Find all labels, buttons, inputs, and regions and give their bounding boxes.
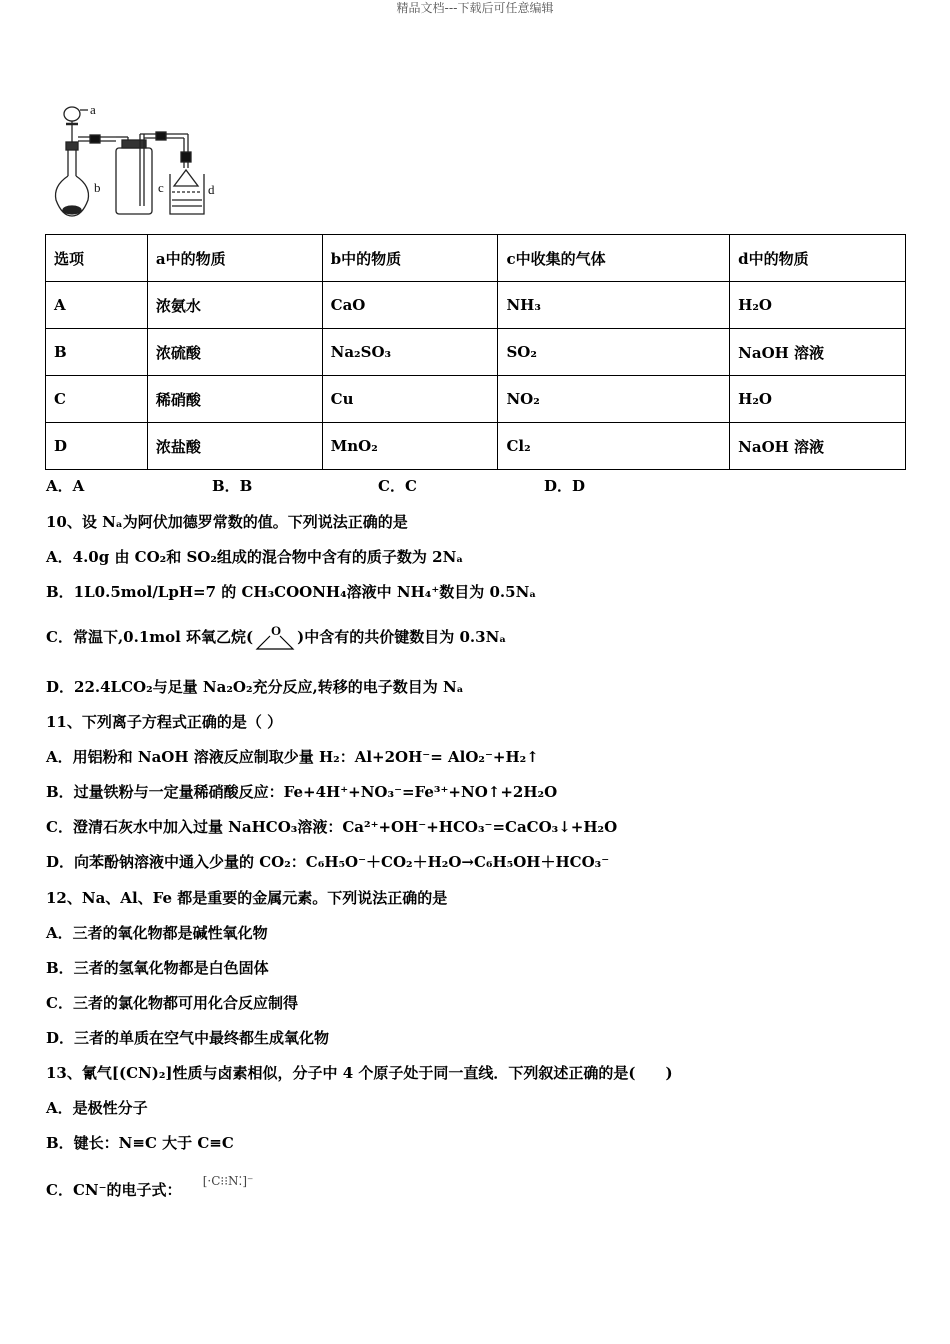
q9-answers [46, 476, 585, 496]
table-header: c中收集的气体 [498, 235, 730, 282]
table-cell: NaOH 溶液 [730, 329, 906, 376]
electron-formula: [·C⁝⁝N⁚]⁻ [202, 1174, 254, 1188]
options-table [45, 234, 906, 470]
table-row [46, 329, 906, 376]
q13-option-c-text: C．CN⁻的电子式： [46, 1181, 182, 1199]
table-header: 选项 [46, 235, 148, 282]
svg-text:O: O [271, 624, 282, 638]
table-header: d中的物质 [730, 235, 906, 282]
epoxide-structure-icon [253, 624, 297, 652]
table-cell: Cl₂ [498, 423, 730, 470]
table-cell: A [46, 282, 148, 329]
q11-option-b[interactable]: B．过量铁粉与一定量稀硝酸反应：Fe+4H⁺+NO₃⁻=Fe³⁺+NO↑+2H₂O [46, 783, 558, 801]
q10-option-b[interactable]: B．1L0.5mol/LpH=7 的 CH₃COONH₄溶液中 NH₄⁺数目为 0.5Nₐ [46, 583, 537, 601]
q12-option-d[interactable]: D．三者的单质在空气中最终都生成氧化物 [46, 1029, 330, 1047]
q12-option-a[interactable]: A．三者的氧化物都是碱性氧化物 [46, 924, 268, 942]
q13-stem: 13、氰气[(CN)₂]性质与卤素相似，分子中 4 个原子处于同一直线．下列叙述正确的是( ) [46, 1064, 673, 1082]
table-cell: CaO [322, 282, 498, 329]
q10-option-c[interactable] [46, 624, 506, 652]
label-b: b [94, 180, 101, 195]
q10-option-c-pre: C．常温下,0.1mol 环氧乙烷( [46, 628, 254, 646]
q9-option-c[interactable]: C．C [378, 477, 417, 495]
q13-option-a[interactable]: A．是极性分子 [46, 1099, 148, 1117]
q10-option-a[interactable]: A．4.0g 由 CO₂和 SO₂组成的混合物中含有的质子数为 2Nₐ [46, 548, 464, 566]
q10-stem: 10、设 Nₐ为阿伏加德罗常数的值。下列说法正确的是 [46, 513, 408, 531]
q9-option-b[interactable]: B．B [212, 477, 253, 495]
q10-option-d[interactable]: D．22.4LCO₂与足量 Na₂O₂充分反应,转移的电子数目为 Nₐ [46, 678, 464, 696]
table-cell: 浓氨水 [147, 282, 322, 329]
table-cell: SO₂ [498, 329, 730, 376]
page-header: 精品文档---下载后可任意编辑 [396, 1, 554, 15]
table-cell: D [46, 423, 148, 470]
table-row [46, 376, 906, 423]
q12-stem: 12、Na、Al、Fe 都是重要的金属元素。下列说法正确的是 [46, 889, 448, 907]
table-cell: H₂O [730, 376, 906, 423]
apparatus-diagram [48, 96, 228, 220]
q9-option-d[interactable]: D．D [544, 477, 586, 495]
q11-option-d[interactable]: D．向苯酚钠溶液中通入少量的 CO₂：C₆H₅O⁻＋CO₂＋H₂O→C₆H₅OH＋HCO₃⁻ [46, 853, 610, 871]
table-cell: Cu [322, 376, 498, 423]
table-row [46, 282, 906, 329]
table-cell: NH₃ [498, 282, 730, 329]
table-cell: 浓盐酸 [147, 423, 322, 470]
q11-stem: 11、下列离子方程式正确的是（ ） [46, 713, 283, 731]
q12-option-b[interactable]: B．三者的氢氧化物都是白色固体 [46, 959, 269, 977]
q11-option-a[interactable]: A．用铝粉和 NaOH 溶液反应制取少量 H₂：Al+2OH⁻= AlO₂⁻+H₂↑ [46, 748, 539, 766]
table-row [46, 423, 906, 470]
label-c: c [158, 180, 164, 195]
table-cell: 稀硝酸 [147, 376, 322, 423]
funnel-d [174, 170, 198, 186]
table-cell: H₂O [730, 282, 906, 329]
table-cell: NaOH 溶液 [730, 423, 906, 470]
table-header-row [46, 235, 906, 282]
label-d: d [208, 182, 215, 197]
q11-option-c[interactable]: C．澄清石灰水中加入过量 NaHCO₃溶液：Ca²⁺+OH⁻+HCO₃⁻=CaCO₃↓+H₂O [46, 818, 618, 836]
bottle-c [116, 148, 152, 214]
q12-option-c[interactable]: C．三者的氯化物都可用化合反应制得 [46, 994, 298, 1012]
q10-option-c-post: )中含有的共价键数目为 0.3Nₐ [297, 628, 507, 646]
table-header: a中的物质 [147, 235, 322, 282]
table-cell: NO₂ [498, 376, 730, 423]
beaker-d [170, 174, 204, 214]
q13-option-c[interactable] [46, 1174, 254, 1201]
table-cell: MnO₂ [322, 423, 498, 470]
q9-option-a[interactable]: A．A [46, 477, 85, 495]
table-cell: C [46, 376, 148, 423]
table-cell: B [46, 329, 148, 376]
table-header: b中的物质 [322, 235, 498, 282]
q13-option-b[interactable]: B．键长：N≡C 大于 C≡C [46, 1134, 234, 1152]
table-cell: Na₂SO₃ [322, 329, 498, 376]
funnel-a [64, 107, 80, 121]
table-cell: 浓硫酸 [147, 329, 322, 376]
label-a: a [90, 102, 96, 117]
